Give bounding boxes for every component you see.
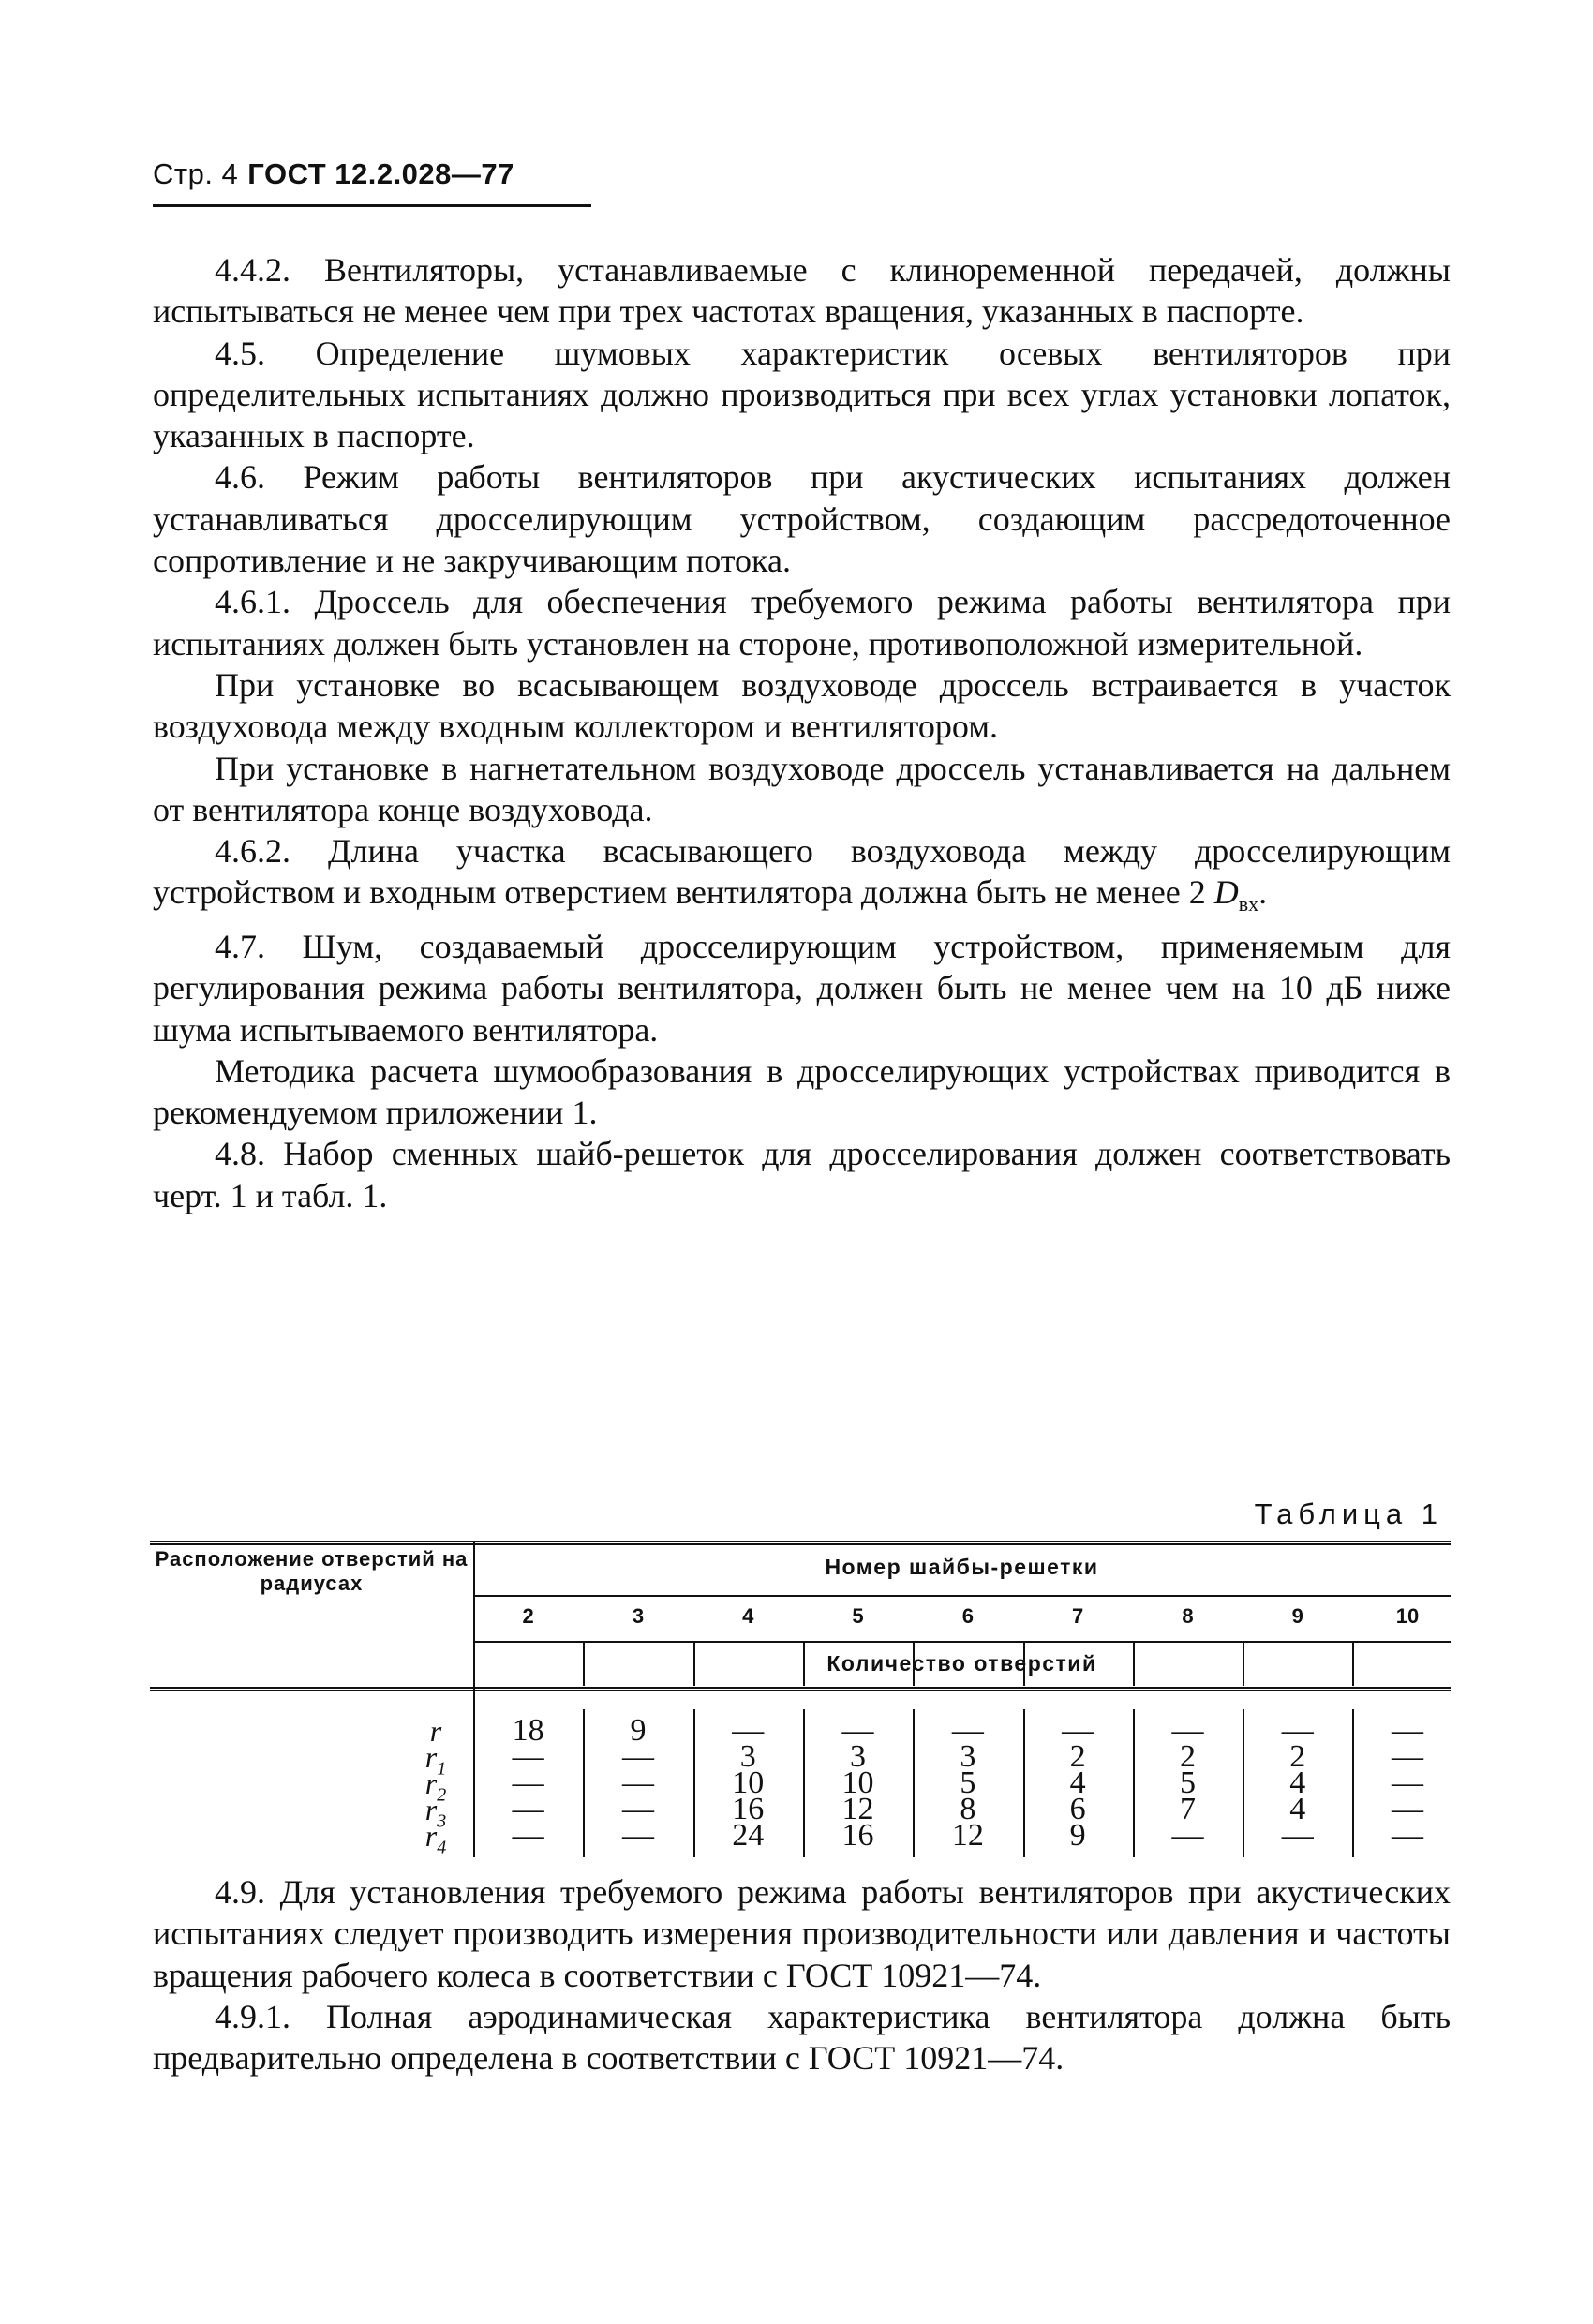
table-cell: 4: [1069, 1765, 1086, 1800]
table-top-rule: [150, 1541, 1451, 1542]
table-top-rule-2: [150, 1543, 1451, 1545]
table-cell: 3: [739, 1739, 756, 1774]
table-cell: —: [512, 1818, 544, 1853]
paragraph-4-6-1: 4.6.1. Дроссель для обеспечения требуемого режима работы вентилятора при испытаниях должен быть установлен на стороне, противоположной измерительной.: [153, 583, 1451, 663]
paragraph-4-6: 4.6. Режим работы вентиляторов при акустических испытаниях должен устанавливаться дросселирующим устройством, создающим рассредоточенное сопротивление и не закручивающим потока.: [153, 458, 1451, 580]
table-cell: —: [1392, 1792, 1424, 1826]
table-rule-group: [473, 1595, 1451, 1597]
column-header-10: 10: [1395, 1604, 1420, 1628]
page-header: [153, 157, 514, 191]
table-cell: —: [732, 1713, 765, 1748]
table-1: [150, 1503, 1451, 1859]
row-label-4: [412, 1820, 459, 1863]
column-header-3: 3: [632, 1604, 645, 1628]
table-cell: 10: [732, 1765, 765, 1800]
table-cell: —: [1392, 1765, 1424, 1800]
row-label-sub: 1: [437, 1758, 447, 1780]
table-cell: —: [621, 1792, 654, 1826]
table-rule-columns: [473, 1641, 1451, 1643]
column-header-2: 2: [522, 1604, 534, 1628]
table-cell: —: [621, 1818, 654, 1853]
column-divider-body: [803, 1709, 805, 1857]
table-cell: 9: [630, 1713, 647, 1748]
paragraph-4-6-2: [153, 830, 1451, 926]
table-cell: —: [512, 1792, 544, 1826]
row-label-main: r: [424, 1819, 438, 1853]
column-header-6: 6: [961, 1604, 974, 1628]
page-number: Стр. 4: [153, 157, 239, 190]
table-cell: —: [951, 1713, 984, 1748]
paragraph-4-8: 4.8. Набор сменных шайб-решеток для дросселирования должен соответствовать черт. 1 и табл. 1.: [153, 1135, 1451, 1214]
table-cell: 3: [960, 1739, 976, 1774]
row-label-sub: 4: [437, 1837, 447, 1858]
row-label-main: r: [429, 1714, 442, 1748]
table-caption: Таблица 1: [1254, 1497, 1443, 1530]
table-cell: —: [512, 1739, 544, 1774]
row-label-main: r: [424, 1793, 438, 1826]
row-label-sub: 2: [437, 1784, 447, 1806]
table-cell: —: [841, 1713, 874, 1748]
table-cell: 16: [732, 1792, 765, 1826]
group-header: Номер шайбы-решетки: [825, 1555, 1099, 1579]
table-cell: 2: [1289, 1739, 1306, 1774]
header-rule: [153, 204, 591, 207]
column-header-9: 9: [1291, 1604, 1303, 1628]
column-header-8: 8: [1182, 1604, 1194, 1628]
paragraph-4-4-2: 4.4.2. Вентиляторы, устанавливаемые с клиноременной передачей, должны испытываться не менее чем при трех частотах вращения, указанных в паспорте.: [153, 251, 1451, 331]
table-cell: —: [1171, 1713, 1204, 1748]
table-cell: —: [1392, 1739, 1424, 1774]
table-cell: 4: [1289, 1765, 1306, 1800]
column-divider-body: [1243, 1709, 1244, 1857]
table-cell: 2: [1179, 1739, 1196, 1774]
table-cell: —: [1062, 1713, 1094, 1748]
table-cell: 7: [1179, 1792, 1196, 1826]
table-cell: 3: [850, 1739, 867, 1774]
table-cell: 5: [1179, 1765, 1196, 1800]
table-cell: —: [1281, 1818, 1314, 1853]
paragraph-4-7: 4.7. Шум, создаваемый дросселирующим устройством, применяемым для регулирования режима работы вентилятора, должен быть не менее чем на 10 дБ ниже шума испытываемого вентилятора.: [153, 927, 1451, 1049]
row-header: Расположение отверстий на радиусах: [155, 1547, 469, 1595]
paragraph-method: Методика расчета шумообразования в дросселирующих устройствах приводится в рекомендуемом приложении 1.: [153, 1051, 1451, 1132]
row-label-sub: 3: [437, 1810, 447, 1832]
paragraph-suction: При установке во всасывающем воздуховоде дроссель встраивается в участок воздуховода между входным коллектором и вентилятором.: [153, 665, 1451, 746]
column-divider-body: [1023, 1709, 1025, 1857]
table-cell: 12: [951, 1818, 984, 1853]
paragraph-4-9-1: 4.9.1. Полная аэродинамическая характеристика вентилятора должна быть предварительно определена в соответствии с ГОСТ 10921—74.: [153, 1997, 1451, 2078]
table-cell: —: [1392, 1818, 1424, 1853]
table-cell: —: [1281, 1713, 1314, 1748]
table-cell: 5: [960, 1765, 976, 1800]
table-cell: 4: [1289, 1792, 1306, 1826]
table-header-bottom-rule-2: [150, 1690, 1451, 1691]
table-cell: 6: [1069, 1792, 1086, 1826]
table-cell: —: [621, 1765, 654, 1800]
table-cell: 10: [841, 1765, 874, 1800]
body-text-top: [153, 249, 1451, 1216]
column-header-7: 7: [1072, 1604, 1084, 1628]
table-cell: 24: [732, 1818, 765, 1853]
column-divider-body: [913, 1709, 915, 1857]
column-divider-body: [583, 1709, 585, 1857]
table-cell: —: [1392, 1713, 1424, 1748]
d-symbol: D: [1213, 873, 1239, 912]
paragraph-4-9: 4.9. Для установления требуемого режима работы вентиляторов при акустических испытаниях следует производить измерения производительности или давления и частоты вращения рабочего колеса в соответствии с ГОСТ 10921—74.: [153, 1873, 1451, 1994]
column-divider-body: [1352, 1709, 1354, 1857]
paragraph-discharge: При установке в нагнетательном воздуховоде дроссель устанавливается на дальнем от вентилятора конце воздуховода.: [153, 749, 1451, 828]
table-cell: —: [621, 1739, 654, 1774]
paragraph-4-6-2-text: 4.6.2. Длина участка всасывающего воздуховода между дросселирующим устройством и входным отверстием вентилятора должна быть не менее 2 D: [153, 832, 1451, 912]
table-cell: 9: [1069, 1818, 1086, 1853]
column-header-4: 4: [742, 1604, 754, 1628]
table-cell: 12: [841, 1792, 874, 1826]
body-text-bottom: [153, 1871, 1451, 2078]
d-suffix: .: [1258, 873, 1268, 912]
row-label-main: r: [424, 1740, 438, 1774]
row-label-main: r: [424, 1766, 438, 1800]
table-divider-label: [473, 1541, 475, 1857]
sub-header: Количество отверстий: [826, 1651, 1097, 1676]
table-cell: —: [1171, 1818, 1204, 1853]
table-cell: 18: [512, 1713, 544, 1748]
column-divider-body: [1133, 1709, 1135, 1857]
table-cell: 2: [1069, 1739, 1086, 1774]
column-header-5: 5: [852, 1604, 864, 1628]
column-divider-body: [693, 1709, 695, 1857]
table-cell: 16: [841, 1818, 874, 1853]
table-cell: —: [512, 1765, 544, 1800]
table-cell: 8: [960, 1792, 976, 1826]
d-subscript: вх: [1238, 892, 1259, 916]
document-id: ГОСТ 12.2.028—77: [247, 157, 514, 190]
paragraph-4-5: 4.5. Определение шумовых характеристик осевых вентиляторов при определительных испытаниях должно производиться при всех углах установки лопаток, указанных в паспорте.: [153, 334, 1451, 455]
table-header-bottom-rule: [150, 1687, 1451, 1689]
